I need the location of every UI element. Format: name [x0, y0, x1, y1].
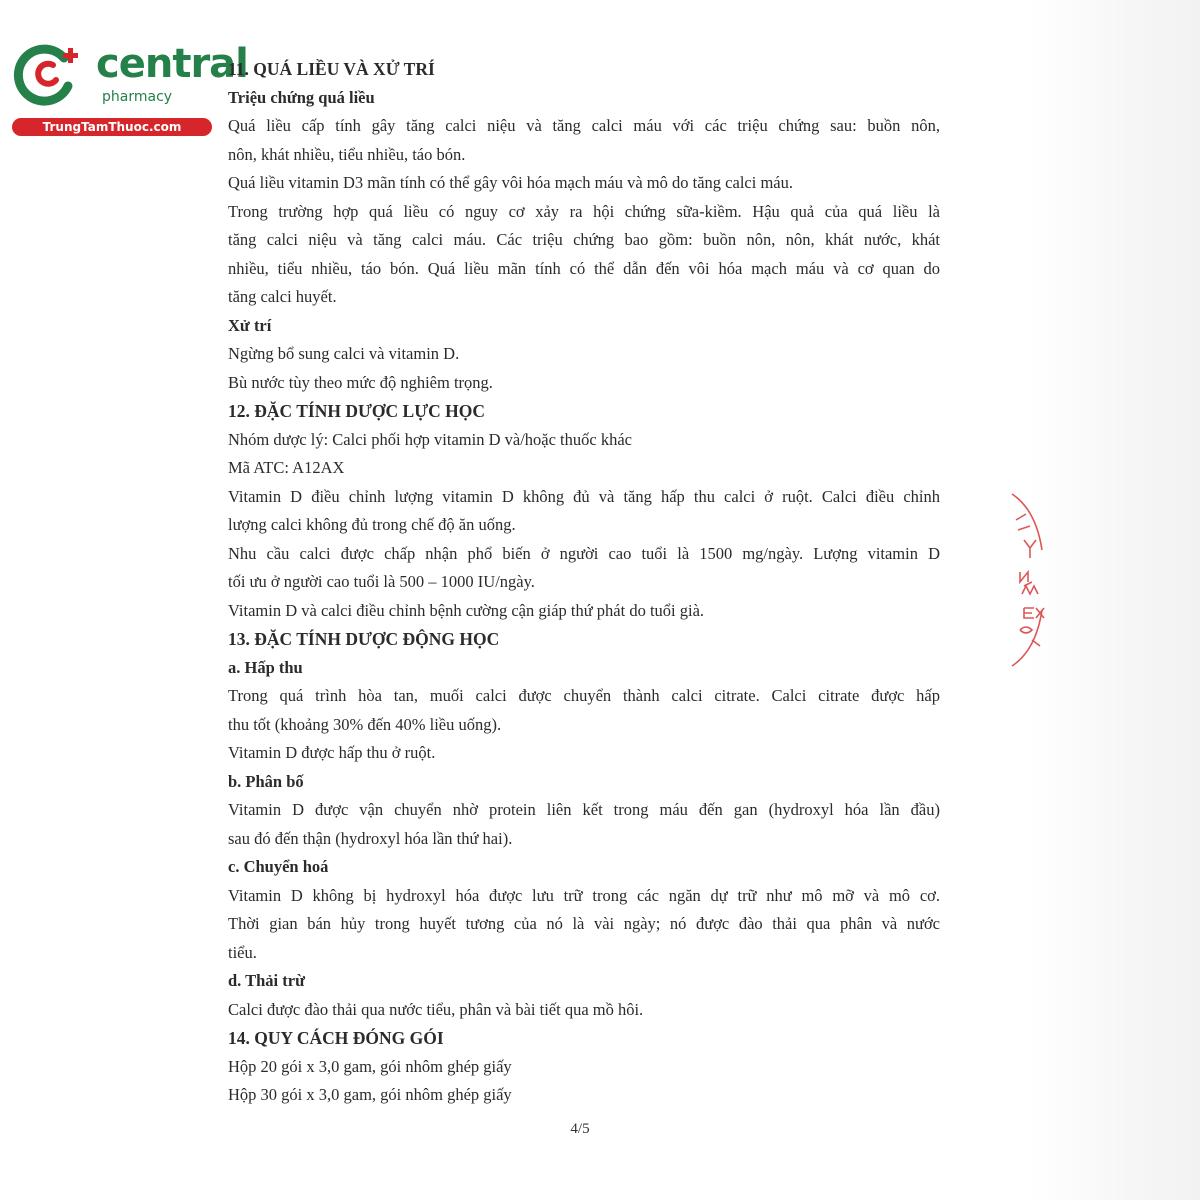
paragraph-line: Vitamin D và calci điều chỉnh bệnh cường cận giáp thứ phát do tuổi già. [228, 600, 705, 620]
paragraph-line: Nhu cầu calci được chấp nhận phổ biến ở người cao tuổi là 1500 mg/ngày. Lượng vitamin D [228, 543, 940, 563]
paragraph-line: tăng calci niệu và tăng calci máu. Các triệu chứng bao gồm: buồn nôn, nôn, khát nước, khát [228, 230, 940, 249]
section-13-title: 13. ĐẶC TÍNH DƯỢC ĐỘNG HỌC [228, 629, 500, 649]
paragraph-line: Trong trường hợp quá liều có nguy cơ xảy ra hội chứng sữa-kiềm. Hậu quả của quá liều là [228, 201, 940, 221]
paragraph-line: nôn, khát nhiều, tiểu nhiều, táo bón. [228, 144, 466, 164]
paragraph-line: Quá liều cấp tính gây tăng calci niệu và tăng calci máu với các triệu chứng sau: buồn nôn, [228, 116, 940, 135]
section-12-title: 12. ĐẶC TÍNH DƯỢC LỰC HỌC [228, 401, 485, 421]
paragraph-line: Vitamin D được vận chuyển nhờ protein liên kết trong máu đến gan (hydroxyl hóa lần đầu) [228, 800, 940, 819]
subheading-absorption: a. Hấp thu [228, 657, 303, 677]
paragraph-line: Trong quá trình hòa tan, muối calci được chuyển thành calci citrate. Calci citrate được hấp [228, 686, 940, 705]
paragraph-line: Ngừng bổ sung calci và vitamin D. [228, 344, 460, 363]
paragraph-line: tăng calci huyết. [228, 287, 337, 306]
subheading-distribution: b. Phân bố [228, 771, 304, 791]
subheading-metabolism: c. Chuyển hoá [228, 857, 329, 876]
paragraph-line: lượng calci không đủ trong chế độ ăn uống. [228, 515, 516, 534]
paragraph-line: nhiều, tiểu nhiều, táo bón. Quá liều mãn tính có thể dẫn đến vôi hóa mạch máu và cơ quan do [228, 258, 940, 278]
paragraph-line: Calci được đào thải qua nước tiểu, phân và bài tiết qua mồ hôi. [228, 999, 644, 1019]
paragraph-line: Nhóm dược lý: Calci phối hợp vitamin D và/hoặc thuốc khác [228, 429, 632, 449]
packaging-line: Hộp 20 gói x 3,0 gam, gói nhôm ghép giấy [228, 1056, 512, 1076]
paragraph-line: Vitamin D được hấp thu ở ruột. [228, 743, 436, 762]
paragraph-line: Vitamin D điều chỉnh lượng vitamin D không đủ và tăng hấp thu calci ở ruột. Calci điều chỉnh [228, 486, 940, 506]
brand-subtitle: pharmacy [102, 89, 173, 105]
red-stamp-icon [1002, 490, 1050, 670]
brand-website-link[interactable]: TrungTamThuoc.com [12, 118, 212, 136]
subheading-treatment: Xử trí [228, 315, 272, 335]
atc-code: Mã ATC: A12AX [228, 458, 345, 477]
paragraph-line: tối ưu ở người cao tuổi là 500 – 1000 IU/ngày. [228, 572, 535, 591]
brand-watermark[interactable] [10, 38, 248, 138]
paragraph-line: Bù nước tùy theo mức độ nghiêm trọng. [228, 372, 493, 392]
section-14-title: 14. QUY CÁCH ĐÓNG GÓI [228, 1028, 444, 1048]
paragraph-line: tiểu. [228, 942, 257, 962]
document-body [228, 55, 940, 1110]
central-pharmacy-logo-icon [10, 38, 90, 108]
paragraph-line: sau đó đến thận (hydroxyl hóa lần thứ hai). [228, 828, 513, 848]
page-edge-shadow [1030, 0, 1200, 1200]
packaging-line: Hộp 30 gói x 3,0 gam, gói nhôm ghép giấy [228, 1085, 512, 1104]
paragraph-line: Quá liều vitamin D3 mãn tính có thể gây vôi hóa mạch máu và mô do tăng calci máu. [228, 173, 793, 192]
section-11-title: 11. QUÁ LIỀU VÀ XỬ TRÍ [228, 59, 435, 79]
paragraph-line: Vitamin D không bị hydroxyl hóa được lưu trữ trong các ngăn dự trữ như mô mỡ và mô cơ. [228, 885, 940, 905]
page-number: 4/5 [570, 1121, 590, 1137]
subheading-overdose-symptoms: Triệu chứng quá liều [228, 87, 375, 107]
paragraph-line: thu tốt (khoảng 30% đến 40% liều uống). [228, 714, 502, 734]
subheading-elimination: d. Thải trừ [228, 971, 305, 990]
brand-name: central [96, 41, 248, 87]
paragraph-line: Thời gian bán hủy trong huyết tương của nó là vài ngày; nó được đào thải qua phân và nước [228, 914, 940, 933]
